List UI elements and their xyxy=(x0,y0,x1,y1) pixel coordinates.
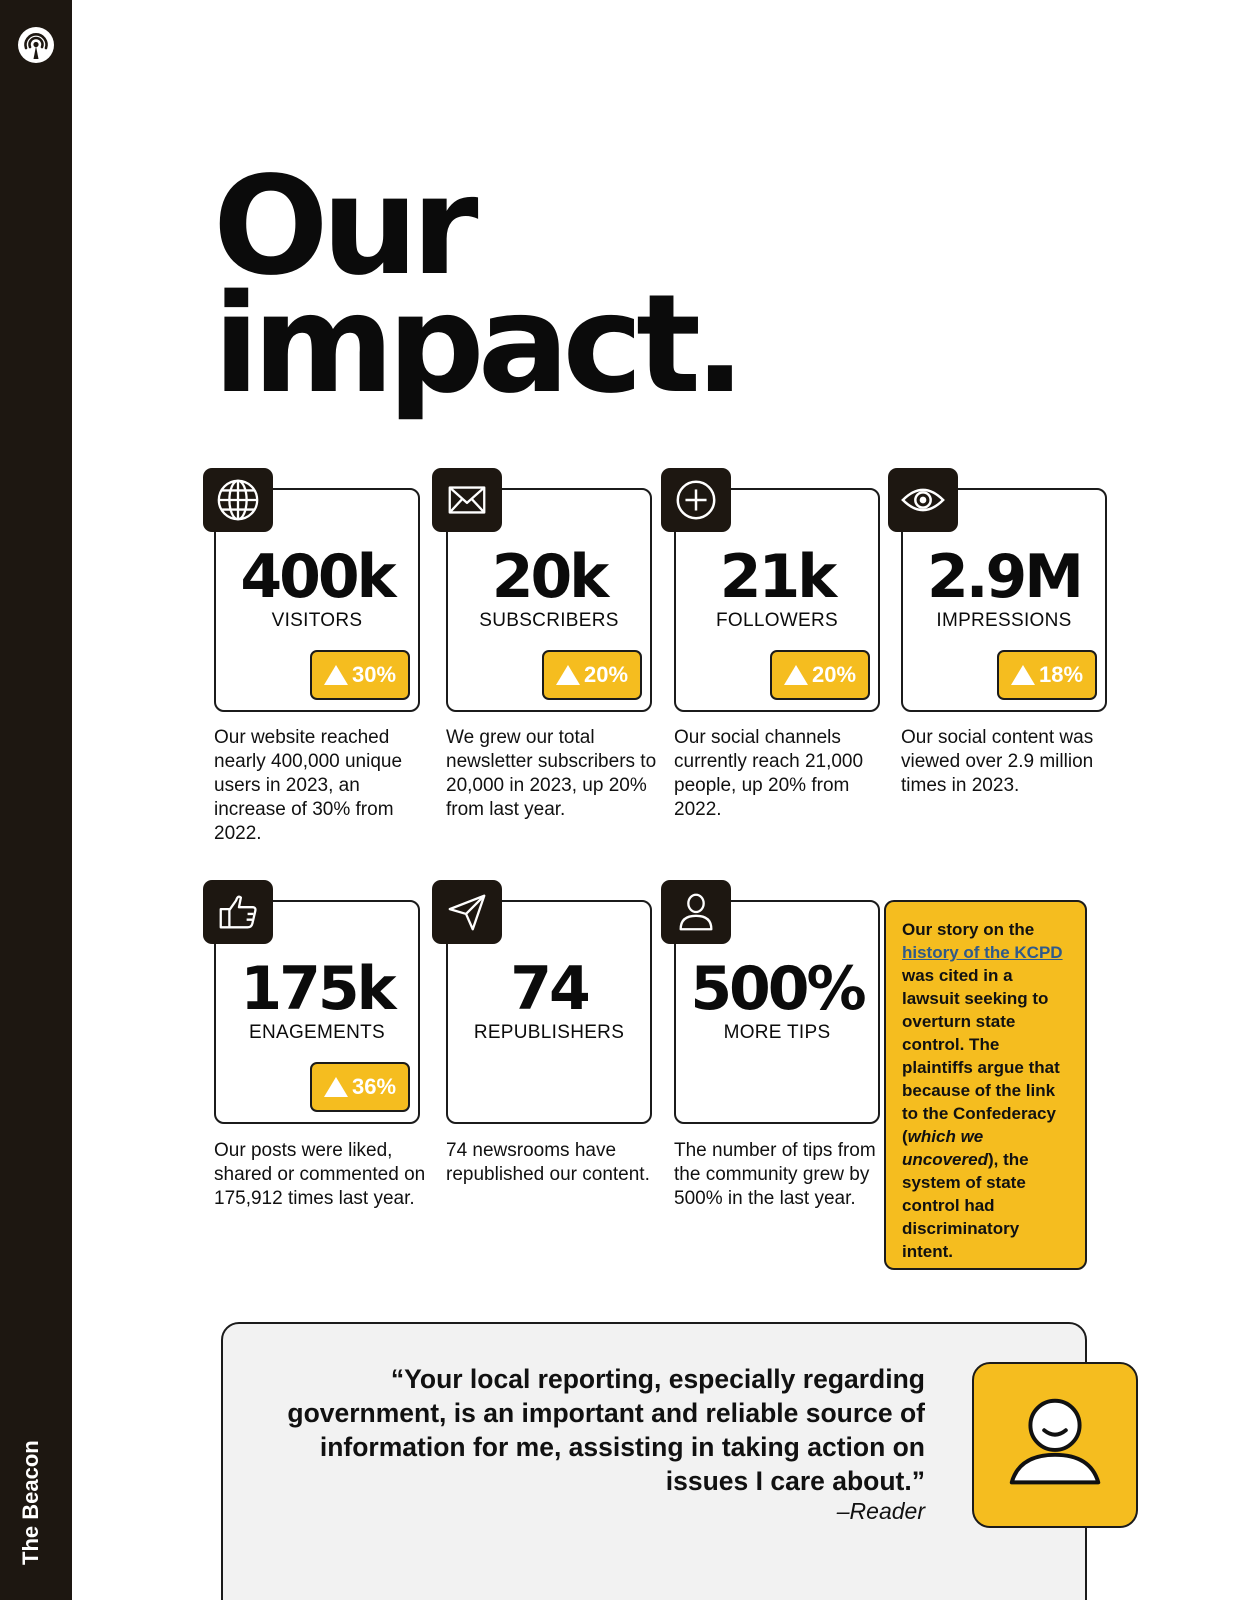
stat-description: 74 newsrooms have republished our content. xyxy=(446,1140,650,1185)
page-title xyxy=(213,148,739,424)
stat-value: 21k xyxy=(719,542,835,612)
stat-value: 175k xyxy=(240,954,394,1024)
eye-icon xyxy=(888,468,958,532)
story-link[interactable]: history of the KCPD xyxy=(902,943,1063,962)
stat-label: MORE TIPS xyxy=(723,1022,831,1043)
stat-description: Our website reached nearly 400,000 unique users in 2023, an increase of 30% from 2022. xyxy=(214,727,403,844)
up-arrow-icon xyxy=(324,1077,348,1097)
testimonial-attribution: –Reader xyxy=(836,1498,925,1524)
stat-label: REPUBLISHERS xyxy=(473,1022,625,1043)
change-value: 36% xyxy=(351,1074,397,1099)
stat-label: IMPRESSIONS xyxy=(936,610,1072,631)
story-text: Our story on the xyxy=(902,920,1035,939)
change-value: 30% xyxy=(351,662,397,687)
plus-circle-icon xyxy=(661,468,731,532)
up-arrow-icon xyxy=(1011,665,1035,685)
user-icon xyxy=(661,880,731,944)
testimonial-quote: “Your local reporting, especially regarding government, is an important and reliable source of information for me, assisting in taking action on issues I care about.” xyxy=(287,1364,925,1496)
up-arrow-icon xyxy=(784,665,808,685)
change-value: 18% xyxy=(1038,662,1084,687)
story-callout xyxy=(884,900,1087,1270)
sidebar xyxy=(0,0,72,1600)
change-badge xyxy=(310,650,410,700)
story-text: was cited in a lawsuit seeking to overturn state control. The plaintiffs argue that because of the link to the Confederacy ( xyxy=(902,966,1060,1146)
story-emphasis: which we uncovered xyxy=(902,1127,988,1169)
stat-value: 400k xyxy=(240,542,394,612)
stat-description: Our social content was viewed over 2.9 million times in 2023. xyxy=(901,727,1094,796)
change-badge xyxy=(310,1062,410,1112)
stat-label: ENAGEMENTS xyxy=(248,1022,386,1043)
change-badge xyxy=(542,650,642,700)
stat-label: SUBSCRIBERS xyxy=(479,610,619,631)
up-arrow-icon xyxy=(324,665,348,685)
stat-value: 500% xyxy=(690,954,864,1024)
globe-icon xyxy=(203,468,273,532)
broadcast-icon xyxy=(17,26,55,64)
change-badge xyxy=(770,650,870,700)
title-line-2: impact. xyxy=(213,266,739,424)
stat-value: 2.9M xyxy=(927,542,1081,612)
up-arrow-icon xyxy=(556,665,580,685)
brand-name: The Beacon xyxy=(18,1440,43,1565)
story-text: ), the system of state control had discriminatory intent. xyxy=(902,1150,1029,1261)
paper-plane-icon xyxy=(432,880,502,944)
reader-avatar-icon xyxy=(972,1362,1138,1528)
stat-value: 20k xyxy=(491,542,607,612)
change-value: 20% xyxy=(583,662,629,687)
stat-description: We grew our total newsletter subscribers to 20,000 in 2023, up 20% from last year. xyxy=(446,727,657,820)
title-line-1: Our xyxy=(213,148,472,306)
stat-description: Our posts were liked, shared or commented on 175,912 times last year. xyxy=(214,1140,426,1209)
change-badge xyxy=(997,650,1097,700)
stat-description: The number of tips from the community grew by 500% in the last year. xyxy=(674,1140,876,1209)
thumbs-up-icon xyxy=(203,880,273,944)
stat-label: VISITORS xyxy=(271,610,363,631)
envelope-icon xyxy=(432,468,502,532)
stat-value: 74 xyxy=(510,954,588,1024)
change-value: 20% xyxy=(811,662,857,687)
stat-description: Our social channels currently reach 21,000 people, up 20% from 2022. xyxy=(674,727,864,820)
stat-label: FOLLOWERS xyxy=(716,610,838,631)
